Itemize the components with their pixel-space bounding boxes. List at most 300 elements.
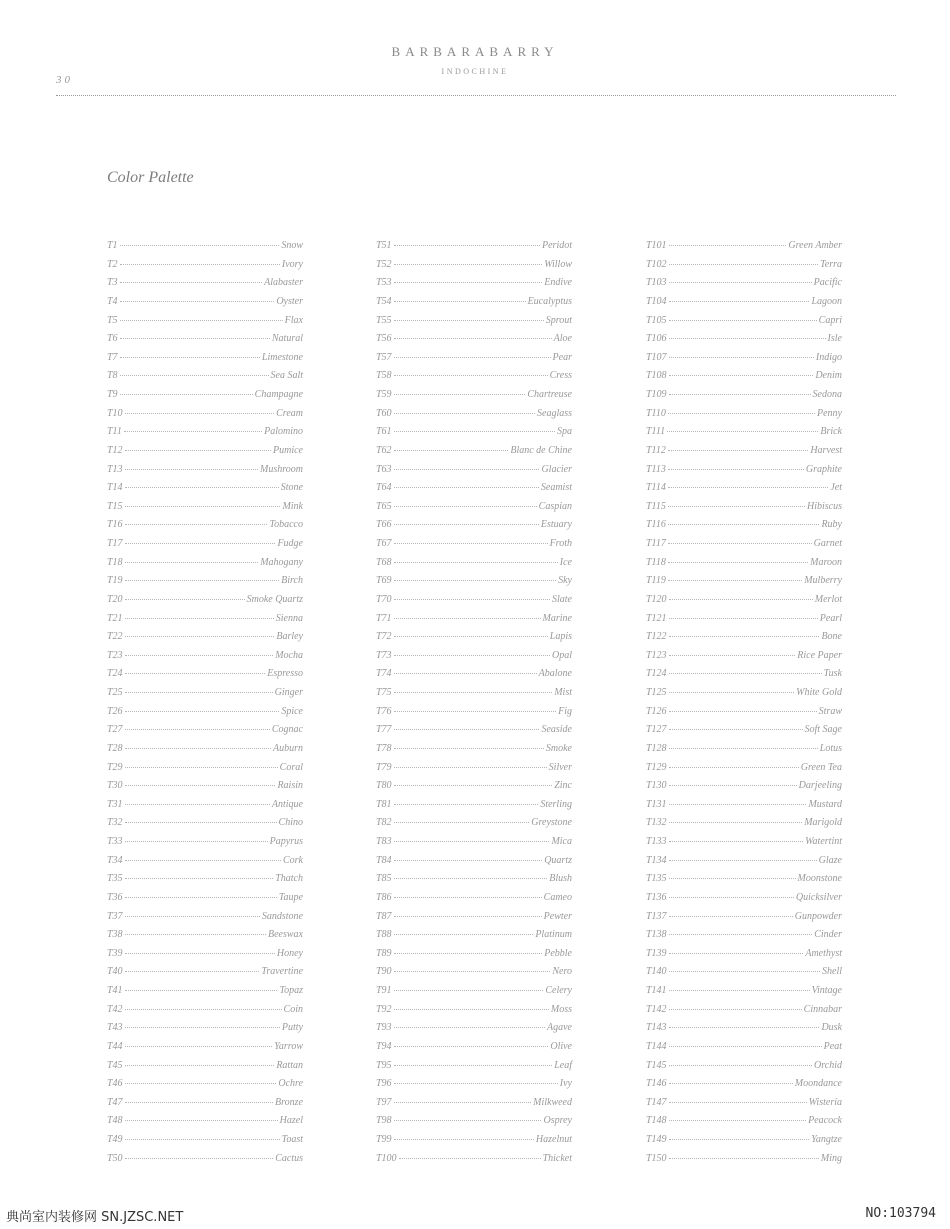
dot-leader — [668, 580, 802, 581]
footer-watermark-text: 典尚室内装修网 SN.JZSC.NET — [6, 1210, 184, 1225]
palette-entry — [376, 706, 572, 725]
color-name: Hibiscus — [807, 500, 842, 512]
color-name: Spice — [281, 705, 303, 717]
color-code: T50 — [107, 1152, 123, 1164]
dot-leader — [394, 916, 542, 917]
color-code: T102 — [646, 258, 667, 270]
palette-entry — [646, 1078, 842, 1097]
color-name: Mulberry — [804, 575, 842, 587]
color-code: T131 — [646, 798, 667, 810]
color-name: Honey — [276, 947, 303, 959]
color-name: Capri — [818, 314, 842, 326]
color-code: T105 — [646, 314, 667, 326]
palette-entry — [376, 445, 572, 464]
dot-leader — [394, 785, 553, 786]
dot-leader — [394, 990, 544, 991]
dot-leader — [669, 1046, 822, 1047]
color-name: Harvest — [810, 444, 842, 456]
color-code: T134 — [646, 854, 667, 866]
palette-entry — [646, 1041, 842, 1060]
color-code: T127 — [646, 724, 667, 736]
color-code: T87 — [376, 910, 392, 922]
palette-entry — [646, 650, 842, 669]
palette-entry — [646, 426, 842, 445]
color-name: Natural — [271, 333, 303, 345]
palette-entry — [376, 389, 572, 408]
color-name: Cork — [283, 854, 303, 866]
dot-leader — [669, 711, 817, 712]
palette-entry — [376, 1153, 572, 1172]
color-code: T112 — [646, 444, 666, 456]
dot-leader — [394, 692, 553, 693]
dot-leader — [394, 655, 550, 656]
color-code: T106 — [646, 333, 667, 345]
color-code: T53 — [376, 277, 392, 289]
palette-entry — [646, 259, 842, 278]
palette-entry — [107, 296, 303, 315]
color-name: Marigold — [804, 817, 842, 829]
dot-leader — [394, 524, 539, 525]
dot-leader — [668, 450, 809, 451]
palette-entry — [376, 408, 572, 427]
palette-entry — [376, 780, 572, 799]
palette-entry — [376, 352, 572, 371]
color-name: Blanc de Chine — [510, 444, 572, 456]
palette-entry — [646, 855, 842, 874]
palette-column-2 — [376, 240, 572, 1171]
dot-leader — [667, 431, 818, 432]
palette-entry — [107, 687, 303, 706]
dot-leader — [124, 431, 262, 432]
dot-leader — [669, 897, 794, 898]
palette-entry — [646, 445, 842, 464]
color-code: T2 — [107, 258, 118, 270]
dot-leader — [394, 673, 537, 674]
color-name: Snow — [281, 240, 303, 251]
palette-entry — [646, 1153, 842, 1172]
color-code: T96 — [376, 1078, 392, 1090]
color-code: T27 — [107, 724, 123, 736]
color-code: T42 — [107, 1003, 123, 1015]
palette-entry — [376, 1041, 572, 1060]
dot-leader — [394, 506, 537, 507]
color-code: T22 — [107, 631, 123, 643]
color-name: Travertine — [261, 966, 303, 978]
color-code: T73 — [376, 649, 392, 661]
color-name: Cress — [549, 370, 572, 382]
palette-entry — [646, 817, 842, 836]
color-name: Watertint — [805, 836, 842, 847]
dot-leader — [120, 282, 263, 283]
palette-entry — [376, 799, 572, 818]
palette-column-1 — [107, 240, 303, 1171]
dot-leader — [669, 971, 820, 972]
color-code: T43 — [107, 1022, 123, 1034]
color-code: T3 — [107, 277, 118, 289]
color-name: Merlot — [814, 593, 842, 605]
palette-entry — [107, 948, 303, 967]
dot-leader — [125, 1102, 273, 1103]
palette-entry — [376, 519, 572, 538]
color-name: Sandstone — [261, 910, 303, 922]
palette-entry — [376, 1097, 572, 1116]
color-code: T94 — [376, 1040, 392, 1052]
color-code: T59 — [376, 389, 392, 400]
dot-leader — [394, 953, 543, 954]
dot-leader — [125, 729, 270, 730]
palette-entry — [107, 408, 303, 427]
color-name: Garnet — [813, 538, 842, 549]
palette-entry — [646, 240, 842, 259]
color-name: Wisteria — [808, 1096, 842, 1108]
dot-leader — [394, 580, 557, 581]
color-code: T35 — [107, 873, 123, 885]
color-name: Opal — [552, 649, 572, 661]
palette-entry — [107, 1041, 303, 1060]
palette-entry — [107, 855, 303, 874]
color-code: T84 — [376, 854, 392, 866]
color-name: Antique — [271, 798, 303, 810]
dot-leader — [394, 636, 548, 637]
dot-leader — [669, 785, 797, 786]
palette-entry — [376, 259, 572, 278]
palette-entry — [646, 315, 842, 334]
color-name: Pumice — [273, 444, 303, 456]
dot-leader — [394, 711, 557, 712]
color-name: Lapis — [549, 631, 572, 643]
color-name: Gunpowder — [794, 910, 842, 922]
dot-leader — [394, 934, 534, 935]
dot-leader — [669, 767, 799, 768]
color-name: Aloe — [553, 333, 572, 345]
palette-entry — [646, 873, 842, 892]
color-code: T9 — [107, 389, 118, 400]
dot-leader — [668, 413, 815, 414]
color-name: Smoke — [545, 742, 572, 754]
color-name: Penny — [817, 407, 842, 419]
color-name: Green Tea — [800, 761, 842, 773]
dot-leader — [125, 748, 271, 749]
color-code: T142 — [646, 1003, 667, 1015]
color-code: T37 — [107, 910, 123, 922]
color-name: Osprey — [543, 1115, 572, 1127]
color-name: Cinnabar — [803, 1003, 842, 1015]
color-code: T130 — [646, 780, 667, 792]
dot-leader — [394, 357, 551, 358]
color-code: T111 — [646, 426, 666, 438]
color-name: Seaside — [541, 724, 572, 736]
dot-leader — [125, 1139, 280, 1140]
color-code: T18 — [107, 556, 123, 568]
dot-leader — [394, 282, 543, 283]
color-name: Auburn — [273, 742, 303, 754]
palette-entry — [646, 538, 842, 557]
color-name: Blush — [549, 873, 572, 885]
color-name: Bone — [821, 631, 842, 643]
palette-entry — [646, 501, 842, 520]
color-code: T32 — [107, 817, 123, 829]
color-name: Indigo — [815, 351, 842, 363]
color-code: T23 — [107, 649, 123, 661]
color-code: T38 — [107, 929, 123, 941]
color-code: T86 — [376, 891, 392, 903]
dot-leader — [669, 357, 814, 358]
palette-entry — [646, 780, 842, 799]
color-name: Caspian — [538, 500, 572, 512]
collection-name: INDOCHINE — [441, 67, 509, 76]
dot-leader — [125, 841, 268, 842]
palette-entry — [107, 911, 303, 930]
palette-entry — [646, 482, 842, 501]
color-name: Olive — [550, 1040, 572, 1052]
color-name: Celery — [545, 985, 572, 996]
dot-leader — [669, 878, 796, 879]
palette-entry — [376, 240, 572, 259]
palette-entry — [107, 780, 303, 799]
palette-entry — [107, 277, 303, 296]
palette-entry — [376, 482, 572, 501]
dot-leader — [394, 1065, 553, 1066]
palette-entry — [646, 799, 842, 818]
palette-entry — [646, 743, 842, 762]
dot-leader — [394, 320, 544, 321]
dot-leader — [394, 301, 526, 302]
color-name: Willow — [544, 258, 572, 270]
color-code: T146 — [646, 1078, 667, 1090]
dot-leader — [668, 524, 820, 525]
color-name: Ming — [820, 1152, 842, 1164]
palette-entry — [646, 687, 842, 706]
color-code: T49 — [107, 1134, 123, 1145]
color-name: Denim — [815, 370, 842, 382]
dot-leader — [399, 1158, 541, 1159]
dot-leader — [669, 301, 810, 302]
palette-entry — [107, 259, 303, 278]
color-name: Thatch — [275, 873, 303, 885]
color-name: Pearl — [819, 612, 842, 624]
dot-leader — [394, 767, 547, 768]
color-code: T7 — [107, 351, 118, 363]
dot-leader — [125, 636, 275, 637]
color-code: T14 — [107, 482, 123, 494]
color-name: Dusk — [821, 1022, 842, 1034]
dot-leader — [669, 264, 819, 265]
dot-leader — [394, 394, 526, 395]
color-name: Darjeeling — [798, 780, 842, 792]
palette-entry — [107, 370, 303, 389]
color-name: Marine — [542, 612, 572, 624]
color-code: T136 — [646, 891, 667, 903]
dot-leader — [669, 1120, 807, 1121]
color-code: T137 — [646, 910, 667, 922]
dot-leader — [669, 748, 818, 749]
color-code: T62 — [376, 444, 392, 456]
color-name: Rattan — [276, 1059, 303, 1071]
color-code: T141 — [646, 985, 667, 996]
dot-leader — [668, 506, 805, 507]
palette-entry — [376, 296, 572, 315]
color-name: Bronze — [275, 1096, 303, 1108]
dot-leader — [394, 1139, 534, 1140]
dot-leader — [668, 562, 808, 563]
dot-leader — [125, 971, 260, 972]
color-code: T16 — [107, 519, 123, 531]
color-code: T116 — [646, 519, 666, 531]
palette-entry — [376, 929, 572, 948]
dot-leader — [125, 618, 274, 619]
color-code: T85 — [376, 873, 392, 885]
palette-entry — [646, 277, 842, 296]
dot-leader — [125, 934, 266, 935]
dot-leader — [669, 599, 813, 600]
palette-entry — [107, 1153, 303, 1172]
color-code: T117 — [646, 538, 666, 549]
dot-leader — [125, 711, 280, 712]
color-name: Quicksilver — [795, 891, 842, 903]
palette-entry — [376, 1004, 572, 1023]
color-code: T28 — [107, 742, 123, 754]
dot-leader — [669, 1027, 820, 1028]
color-name: Chartreuse — [527, 389, 572, 400]
dot-leader — [669, 804, 807, 805]
color-code: T123 — [646, 649, 667, 661]
dot-leader — [394, 543, 548, 544]
dot-leader — [125, 469, 258, 470]
brand-name: BARBARABARRY — [391, 44, 559, 59]
color-name: Espresso — [267, 668, 303, 680]
palette-entry — [646, 985, 842, 1004]
color-code: T133 — [646, 836, 667, 847]
color-name: Champagne — [254, 389, 303, 400]
dot-leader — [669, 320, 817, 321]
color-name: Mica — [551, 836, 572, 847]
color-code: T78 — [376, 742, 392, 754]
dot-leader — [120, 394, 253, 395]
dot-leader — [669, 860, 817, 861]
color-name: Fig — [558, 705, 572, 717]
color-name: Sterling — [540, 798, 572, 810]
color-code: T31 — [107, 798, 123, 810]
color-code: T124 — [646, 668, 667, 680]
color-code: T97 — [376, 1096, 392, 1108]
color-name: Toast — [281, 1134, 303, 1145]
color-code: T39 — [107, 947, 123, 959]
palette-entry — [646, 575, 842, 594]
color-code: T6 — [107, 333, 118, 345]
color-name: Jet — [830, 482, 842, 494]
palette-entry — [107, 706, 303, 725]
color-name: Ivy — [559, 1078, 572, 1090]
dot-leader — [394, 1083, 558, 1084]
palette-entry — [107, 1134, 303, 1153]
color-code: T139 — [646, 947, 667, 959]
palette-entry — [376, 557, 572, 576]
color-name: Abalone — [538, 668, 572, 680]
color-name: Sienna — [275, 612, 303, 624]
color-name: Cameo — [543, 891, 572, 903]
palette-entry — [376, 538, 572, 557]
color-code: T1 — [107, 240, 118, 251]
color-name: Hazel — [279, 1115, 303, 1127]
color-code: T149 — [646, 1134, 667, 1145]
color-name: Brick — [820, 426, 842, 438]
palette-entry — [107, 929, 303, 948]
color-code: T10 — [107, 407, 123, 419]
color-code: T138 — [646, 929, 667, 941]
color-name: Flax — [284, 314, 303, 326]
palette-entry — [376, 501, 572, 520]
color-code: T108 — [646, 370, 667, 382]
color-name: Graphite — [805, 463, 842, 475]
color-name: Coin — [283, 1003, 303, 1015]
palette-entry — [646, 296, 842, 315]
color-name: Mocha — [275, 649, 303, 661]
color-code: T83 — [376, 836, 392, 847]
dot-leader — [125, 1120, 278, 1121]
dot-leader — [125, 1158, 274, 1159]
color-name: Sky — [558, 575, 572, 587]
palette-entry — [107, 352, 303, 371]
color-code: T70 — [376, 593, 392, 605]
palette-entry — [107, 799, 303, 818]
dot-leader — [394, 1046, 549, 1047]
dot-leader — [125, 543, 276, 544]
palette-entry — [107, 613, 303, 632]
color-name: Ruby — [821, 519, 842, 531]
dot-leader — [669, 673, 822, 674]
color-code: T92 — [376, 1003, 392, 1015]
color-code: T103 — [646, 277, 667, 289]
color-name: Moss — [550, 1003, 572, 1015]
color-code: T90 — [376, 966, 392, 978]
palette-entry — [107, 519, 303, 538]
dot-leader — [125, 860, 281, 861]
color-code: T30 — [107, 780, 123, 792]
color-code: T21 — [107, 612, 123, 624]
dot-leader — [394, 897, 542, 898]
palette-entry — [107, 240, 303, 259]
dot-leader — [668, 487, 829, 488]
color-code: T140 — [646, 966, 667, 978]
color-code: T63 — [376, 463, 392, 475]
dot-leader — [125, 692, 273, 693]
palette-entry — [107, 650, 303, 669]
dot-leader — [394, 413, 535, 414]
color-code: T51 — [376, 240, 392, 251]
color-name: Moondance — [794, 1078, 842, 1090]
palette-entry — [107, 1115, 303, 1134]
color-code: T67 — [376, 538, 392, 549]
color-code: T126 — [646, 705, 667, 717]
color-name: Stone — [280, 482, 303, 494]
color-code: T109 — [646, 389, 667, 400]
color-name: Papyrus — [269, 836, 303, 847]
color-code: T19 — [107, 575, 123, 587]
color-name: Ochre — [278, 1078, 303, 1090]
palette-entry — [646, 892, 842, 911]
color-code: T46 — [107, 1078, 123, 1090]
palette-entry — [107, 575, 303, 594]
palette-entry — [376, 277, 572, 296]
dot-leader — [125, 916, 260, 917]
dot-leader — [125, 655, 274, 656]
color-code: T8 — [107, 370, 118, 382]
color-name: Green Amber — [788, 240, 842, 251]
dot-leader — [125, 450, 271, 451]
dot-leader — [669, 692, 795, 693]
color-name: Pebble — [544, 947, 572, 959]
palette-entry — [107, 985, 303, 1004]
